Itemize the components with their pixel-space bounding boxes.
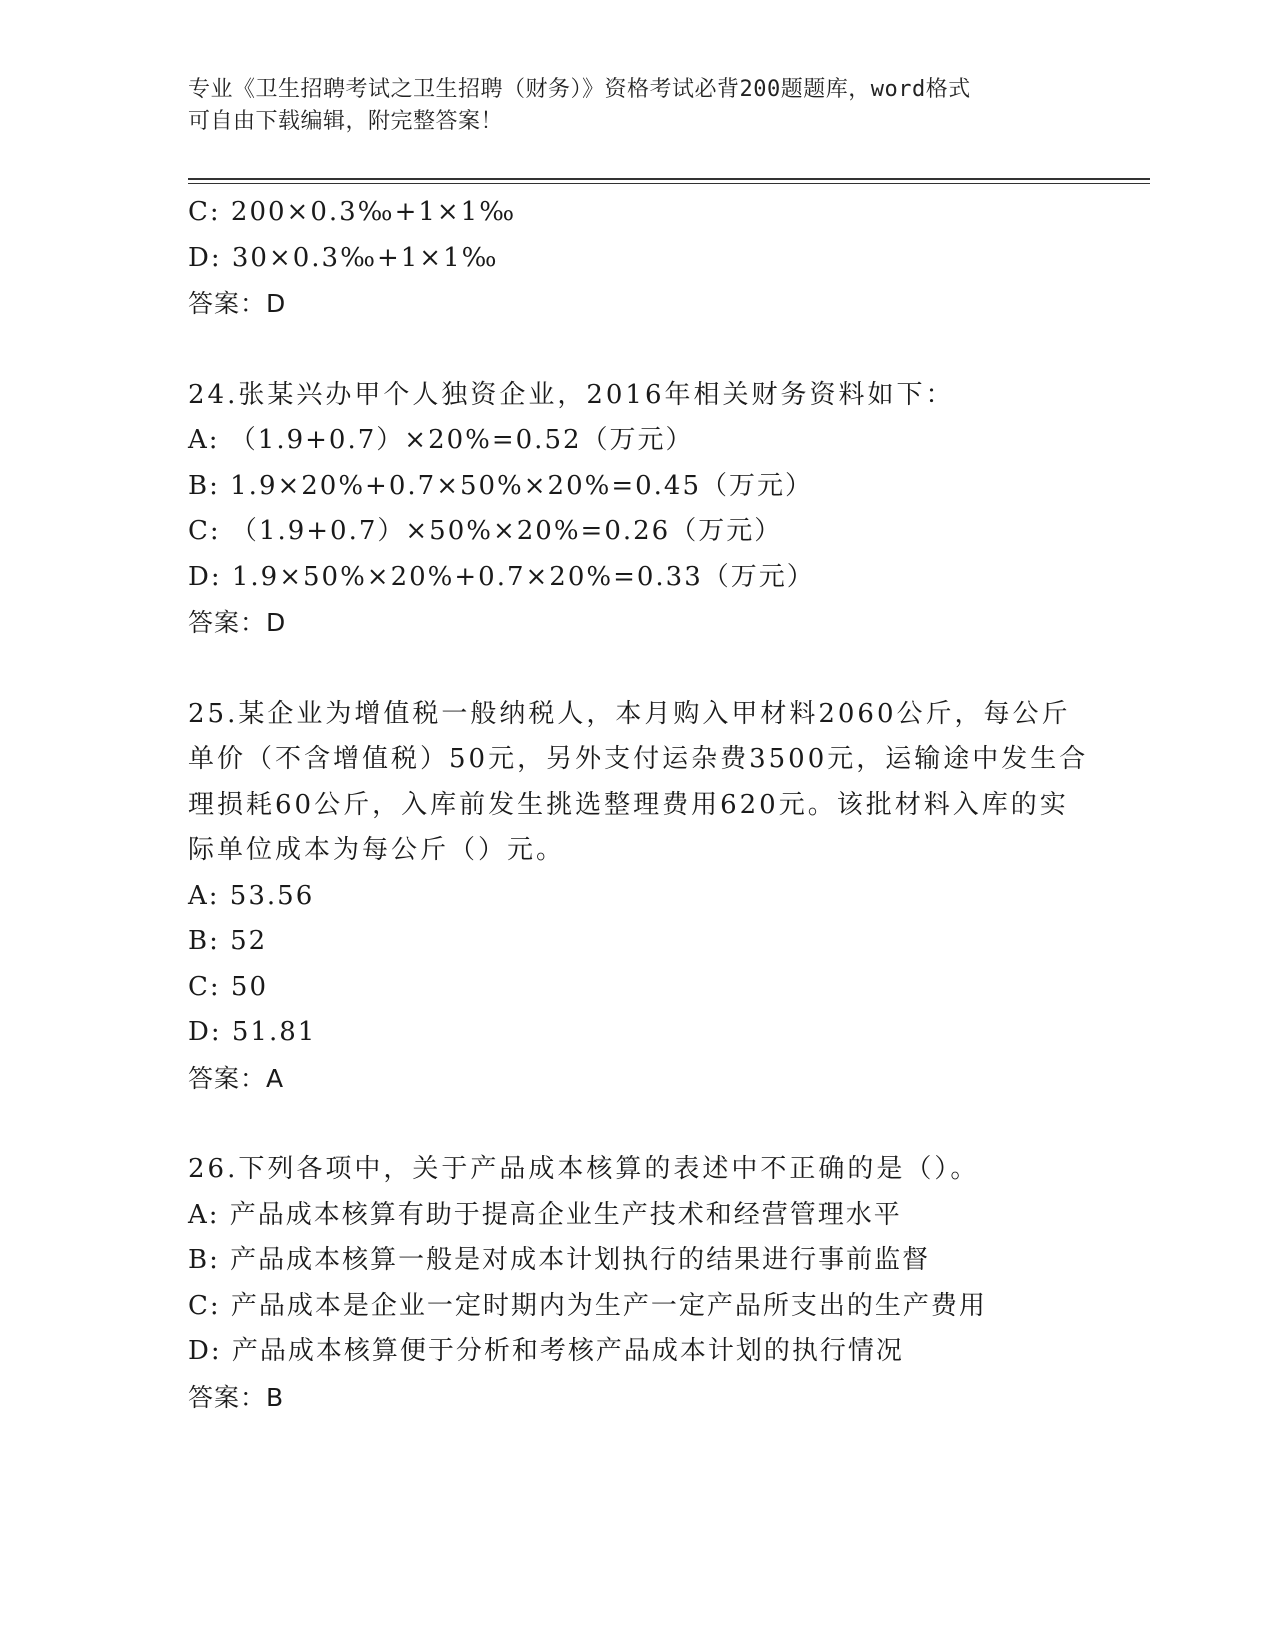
option-d: D: 产品成本核算便于分析和考核产品成本计划的执行情况 (188, 1336, 904, 1366)
question-stem-line: 理损耗60公斤，入库前发生挑选整理费用620元。该批材料入库的实 (188, 789, 1069, 820)
option-d: D: 51.81 (188, 1017, 317, 1047)
question-24 (188, 373, 1088, 646)
document-header (188, 74, 1088, 138)
option-d: D: 1.9×50%×20%+0.7×20%=0.33（万元） (188, 561, 815, 592)
spacer (188, 327, 1088, 373)
option-b: B: 产品成本核算一般是对成本计划执行的结果进行事前监督 (188, 1245, 931, 1275)
header-divider-thin (188, 183, 1150, 184)
option-d: D: 30×0.3‰+1×1‰ (188, 242, 499, 273)
option-b: B: 1.9×20%+0.7×50%×20%=0.45（万元） (188, 470, 814, 501)
answer-label: 答案：B (188, 1382, 285, 1412)
question-stem: 26.下列各项中，关于产品成本核算的表述中不正确的是（）。 (188, 1154, 980, 1184)
spacer (188, 1101, 1088, 1147)
spacer (188, 646, 1088, 692)
answer-label: 答案：D (188, 289, 287, 318)
question-stem-line: 单价（不含增值税）50元，另外支付运杂费3500元，运输途中发生合 (188, 744, 1089, 774)
question-26 (188, 1147, 1088, 1420)
question-stem: 24.张某兴办甲个人独资企业，2016年相关财务资料如下： (188, 379, 955, 410)
header-divider-thick (188, 178, 1150, 180)
option-a: A: 53.56 (188, 880, 315, 911)
option-c: C: 50 (188, 971, 269, 1002)
option-a: A: （1.9+0.7）×20%=0.52（万元） (188, 425, 694, 455)
option-b: B: 52 (188, 926, 268, 956)
header-title-line-2: 可自由下载编辑，附完整答案！ (188, 109, 504, 134)
question-stem-line: 际单位成本为每公斤（）元。 (188, 835, 566, 865)
question-content (188, 190, 1088, 1420)
header-title-line-1: 专业《卫生招聘考试之卫生招聘（财务）》资格考试必背200题题库，word格式 (188, 77, 971, 102)
question-23-tail (188, 190, 1088, 327)
option-a: A: 产品成本核算有助于提高企业生产技术和经营管理水平 (188, 1199, 902, 1230)
question-25 (188, 692, 1088, 1102)
option-c: C: 200×0.3‰+1×1‰ (188, 197, 517, 227)
question-stem-line: 25.某企业为增值税一般纳税人，本月购入甲材料2060公斤，每公斤 (188, 698, 1071, 729)
answer-label: 答案：D (188, 608, 287, 637)
option-c: C: （1.9+0.7）×50%×20%=0.26（万元） (188, 516, 783, 546)
option-c: C: 产品成本是企业一定时期内为生产一定产品所支出的生产费用 (188, 1290, 987, 1321)
answer-label: 答案：A (188, 1063, 285, 1093)
